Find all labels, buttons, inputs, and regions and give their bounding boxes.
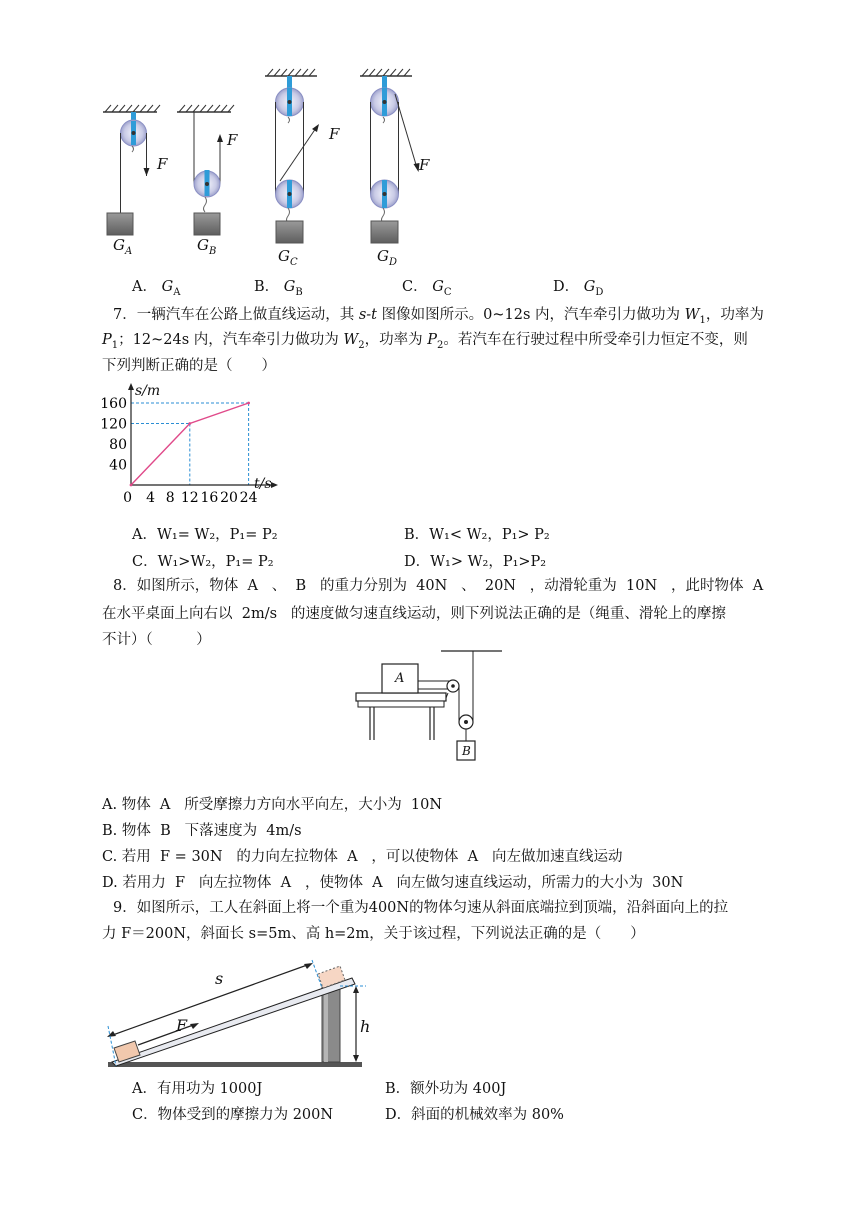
x-axis-label: t/s [254, 476, 272, 492]
fig-label-gc: $G_C$ [278, 247, 298, 268]
x-tick-label: 12 [180, 490, 199, 506]
fig-label-f: F [176, 1016, 188, 1035]
q9-stem-line1: 9．如图所示，工人在斜面上将一个重为400N的物体匀速从斜面底端拉到顶端，沿斜面向上的拉 [113, 900, 729, 916]
fig-label-block-a: A [395, 671, 405, 686]
y-axis-label: s/m [135, 383, 161, 399]
q7-stem-line1: 7．一辆汽车在公路上做直线运动，其 s-t 图像如图所示。0~12s 内，汽车牵引力做功为 $W_1$，功率为 [113, 307, 764, 326]
q8-option-c[interactable]: C. 若用 F = 30N 的力向左拉物体 A ，可以使物体 A 向左做加速直线运动 [102, 849, 623, 865]
x-tick-label: 20 [220, 490, 238, 506]
y-axis-arrow [128, 383, 134, 390]
q8-stem-line2: 在水平桌面上向右以 2m/s 的速度做匀速直线运动，则下列说法正确的是（绳重、滑轮上的摩擦 [102, 606, 726, 622]
force-label-a: F [157, 155, 168, 173]
movable-pulley-b [177, 105, 234, 235]
y-tick-label: 160 [100, 396, 127, 412]
q8-option-d[interactable]: D. 若用力 F 向左拉物体 A ，使物体 A 向左做匀速直线运动，所需力的大小为 30N [102, 875, 684, 891]
y-tick-label: 40 [109, 457, 127, 474]
fig-label-gb: $G_B$ [197, 236, 217, 257]
x-axis-arrow [271, 482, 278, 488]
pulley-block-c [265, 69, 319, 243]
incline-figure [100, 950, 370, 1072]
pulley-figure [95, 66, 455, 270]
q7-stem-line3: 下列判断正确的是（ ） [102, 358, 276, 374]
x-tick-label: 0 [123, 490, 132, 506]
y-tick-label: 120 [100, 416, 127, 433]
q7-option-b[interactable]: B．W₁< W₂，P₁> P₂ [404, 527, 550, 543]
q8-stem-line1: 8．如图所示，物体 A 、 B 的重力分别为 40N 、 20N ，动滑轮重为 10N ，此时物体 A [113, 578, 764, 594]
fig-label-ga: $G_A$ [113, 236, 133, 257]
s-t-chart [95, 378, 285, 512]
q9-option-b[interactable]: B．额外功为 400J [385, 1081, 507, 1097]
q7-stem-line2: $P_1$；12~24s 内，汽车牵引力做功为 $W_2$，功率为 $P_2$。若汽车在行驶过程中所受牵引力恒定不变，则 [102, 332, 748, 351]
fig-label-gd: $G_D$ [377, 247, 398, 268]
fig-label-block-b: B [462, 744, 471, 758]
y-tick-label: 80 [109, 437, 127, 453]
x-tick-label: 16 [200, 490, 219, 506]
q8-option-a[interactable]: A. 物体 A 所受摩擦力方向水平向左，大小为 10N [102, 797, 443, 813]
fig-label-s: s [215, 969, 224, 988]
q9-stem-line2: 力 F＝200N，斜面长 s=5m、高 h=2m，关于该过程，下列说法正确的是（ ） [102, 926, 645, 942]
fixed-pulley-a [103, 105, 160, 235]
q9-option-d[interactable]: D．斜面的机械效率为 80% [385, 1107, 564, 1123]
force-label-d: F [419, 156, 430, 174]
x-tick-label: 24 [239, 490, 258, 506]
q9-option-c[interactable]: C．物体受到的摩擦力为 200N [132, 1107, 334, 1123]
x-tick-label: 4 [146, 490, 156, 506]
q8-stem-line3: 不计）（ ） [102, 632, 211, 648]
pulley-block-d [360, 69, 420, 243]
force-label-b: F [227, 131, 238, 149]
q7-option-d[interactable]: D．W₁> W₂，P₁>P₂ [404, 554, 547, 570]
q6-option-b[interactable]: B． $G_B$ [254, 279, 303, 298]
q8-option-b[interactable]: B. 物体 B 下落速度为 4m/s [102, 823, 302, 839]
q7-option-c[interactable]: C．W₁>W₂，P₁= P₂ [132, 554, 274, 570]
q6-option-c[interactable]: C． $G_C$ [402, 279, 452, 298]
x-tick-label: 8 [165, 490, 175, 506]
q7-option-a[interactable]: A．W₁= W₂，P₁= P₂ [132, 527, 278, 543]
table-pulley-figure [352, 648, 512, 764]
q6-option-a[interactable]: A． $G_A$ [132, 279, 181, 298]
q9-option-a[interactable]: A．有用功为 1000J [132, 1081, 263, 1097]
q6-option-d[interactable]: D． $G_D$ [553, 279, 604, 298]
fig-label-h: h [360, 1017, 371, 1036]
force-label-c: F [329, 125, 340, 143]
